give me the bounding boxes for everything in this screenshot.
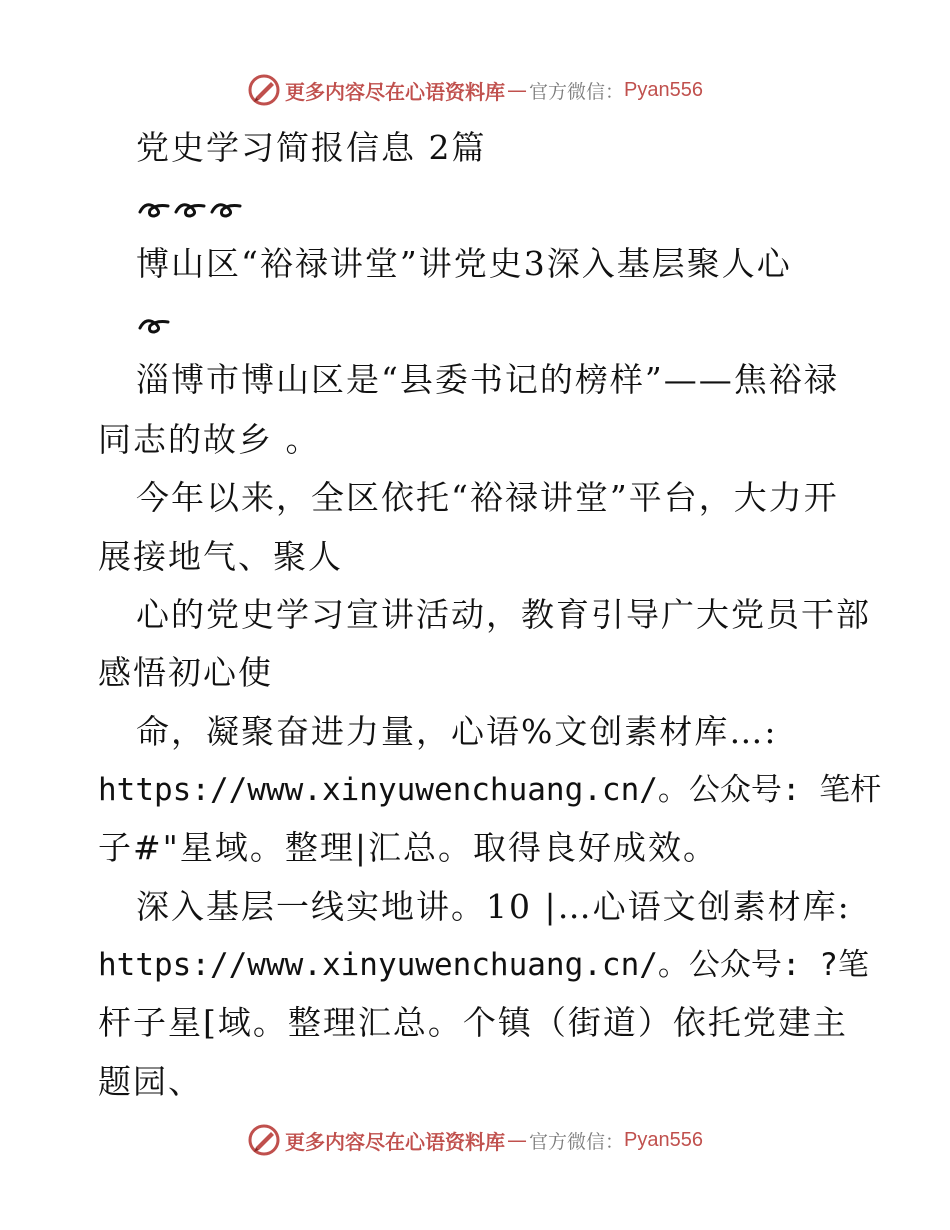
banner-wechat-label: 官方微信：: [529, 1130, 625, 1153]
banner-wechat-id: Pyan556: [624, 1128, 703, 1151]
body-line-3: 今年以来，全区依托“裕禄讲堂”平台，大力开: [136, 478, 839, 517]
body-line-1: 淄博市博山区是“县委书记的榜样”——焦裕禄: [136, 360, 839, 399]
body-line-7: 命，凝聚奋进力量，心语%文创素材库…:: [136, 712, 778, 751]
banner-main-text: 更多内容尽在心语资料库: [285, 79, 505, 104]
body-line-2: 同志的故乡 。: [98, 420, 321, 459]
footer-banner: [0, 1120, 950, 1160]
body-line-13: 题园、: [98, 1062, 203, 1101]
body-line-10: 深入基层一线实地讲。10 |…心语文创素材库:: [136, 887, 851, 926]
body-line-5: 心的党史学习宣讲活动，教育引导广大党员干部: [136, 595, 871, 634]
banner-main-text: 更多内容尽在心语资料库: [285, 1129, 505, 1154]
ornament-divider-triple: [136, 194, 256, 224]
banner-dash: —: [507, 1128, 527, 1152]
pen-logo-icon: [247, 73, 281, 107]
body-line-4: 展接地气、聚人: [98, 537, 343, 576]
body-line-11: https://www.xinyuwenchuang.cn/。公众号: ?笔: [98, 947, 869, 983]
document-subtitle: 博山区“裕禄讲堂”讲党史3深入基层聚人心: [136, 244, 792, 283]
banner-wechat-label: 官方微信：: [529, 80, 625, 103]
swirl-ornament-icon: [136, 194, 256, 224]
pen-logo-icon: [247, 1123, 281, 1157]
body-line-6: 感悟初心使: [98, 653, 273, 692]
banner-dash: —: [507, 78, 527, 102]
ornament-divider-single: [136, 310, 176, 340]
body-line-8: https://www.xinyuwenchuang.cn/。公众号: 笔杆: [98, 772, 882, 808]
body-line-9: 子#"星域。整理|汇总。取得良好成效。: [98, 828, 718, 867]
banner-wechat-id: Pyan556: [624, 78, 703, 101]
swirl-ornament-icon: [136, 310, 176, 340]
header-banner: [0, 70, 950, 110]
document-title: 党史学习简报信息 2篇: [136, 128, 487, 167]
body-line-12: 杆子星[域。整理汇总。个镇（街道）依托党建主: [98, 1003, 848, 1042]
